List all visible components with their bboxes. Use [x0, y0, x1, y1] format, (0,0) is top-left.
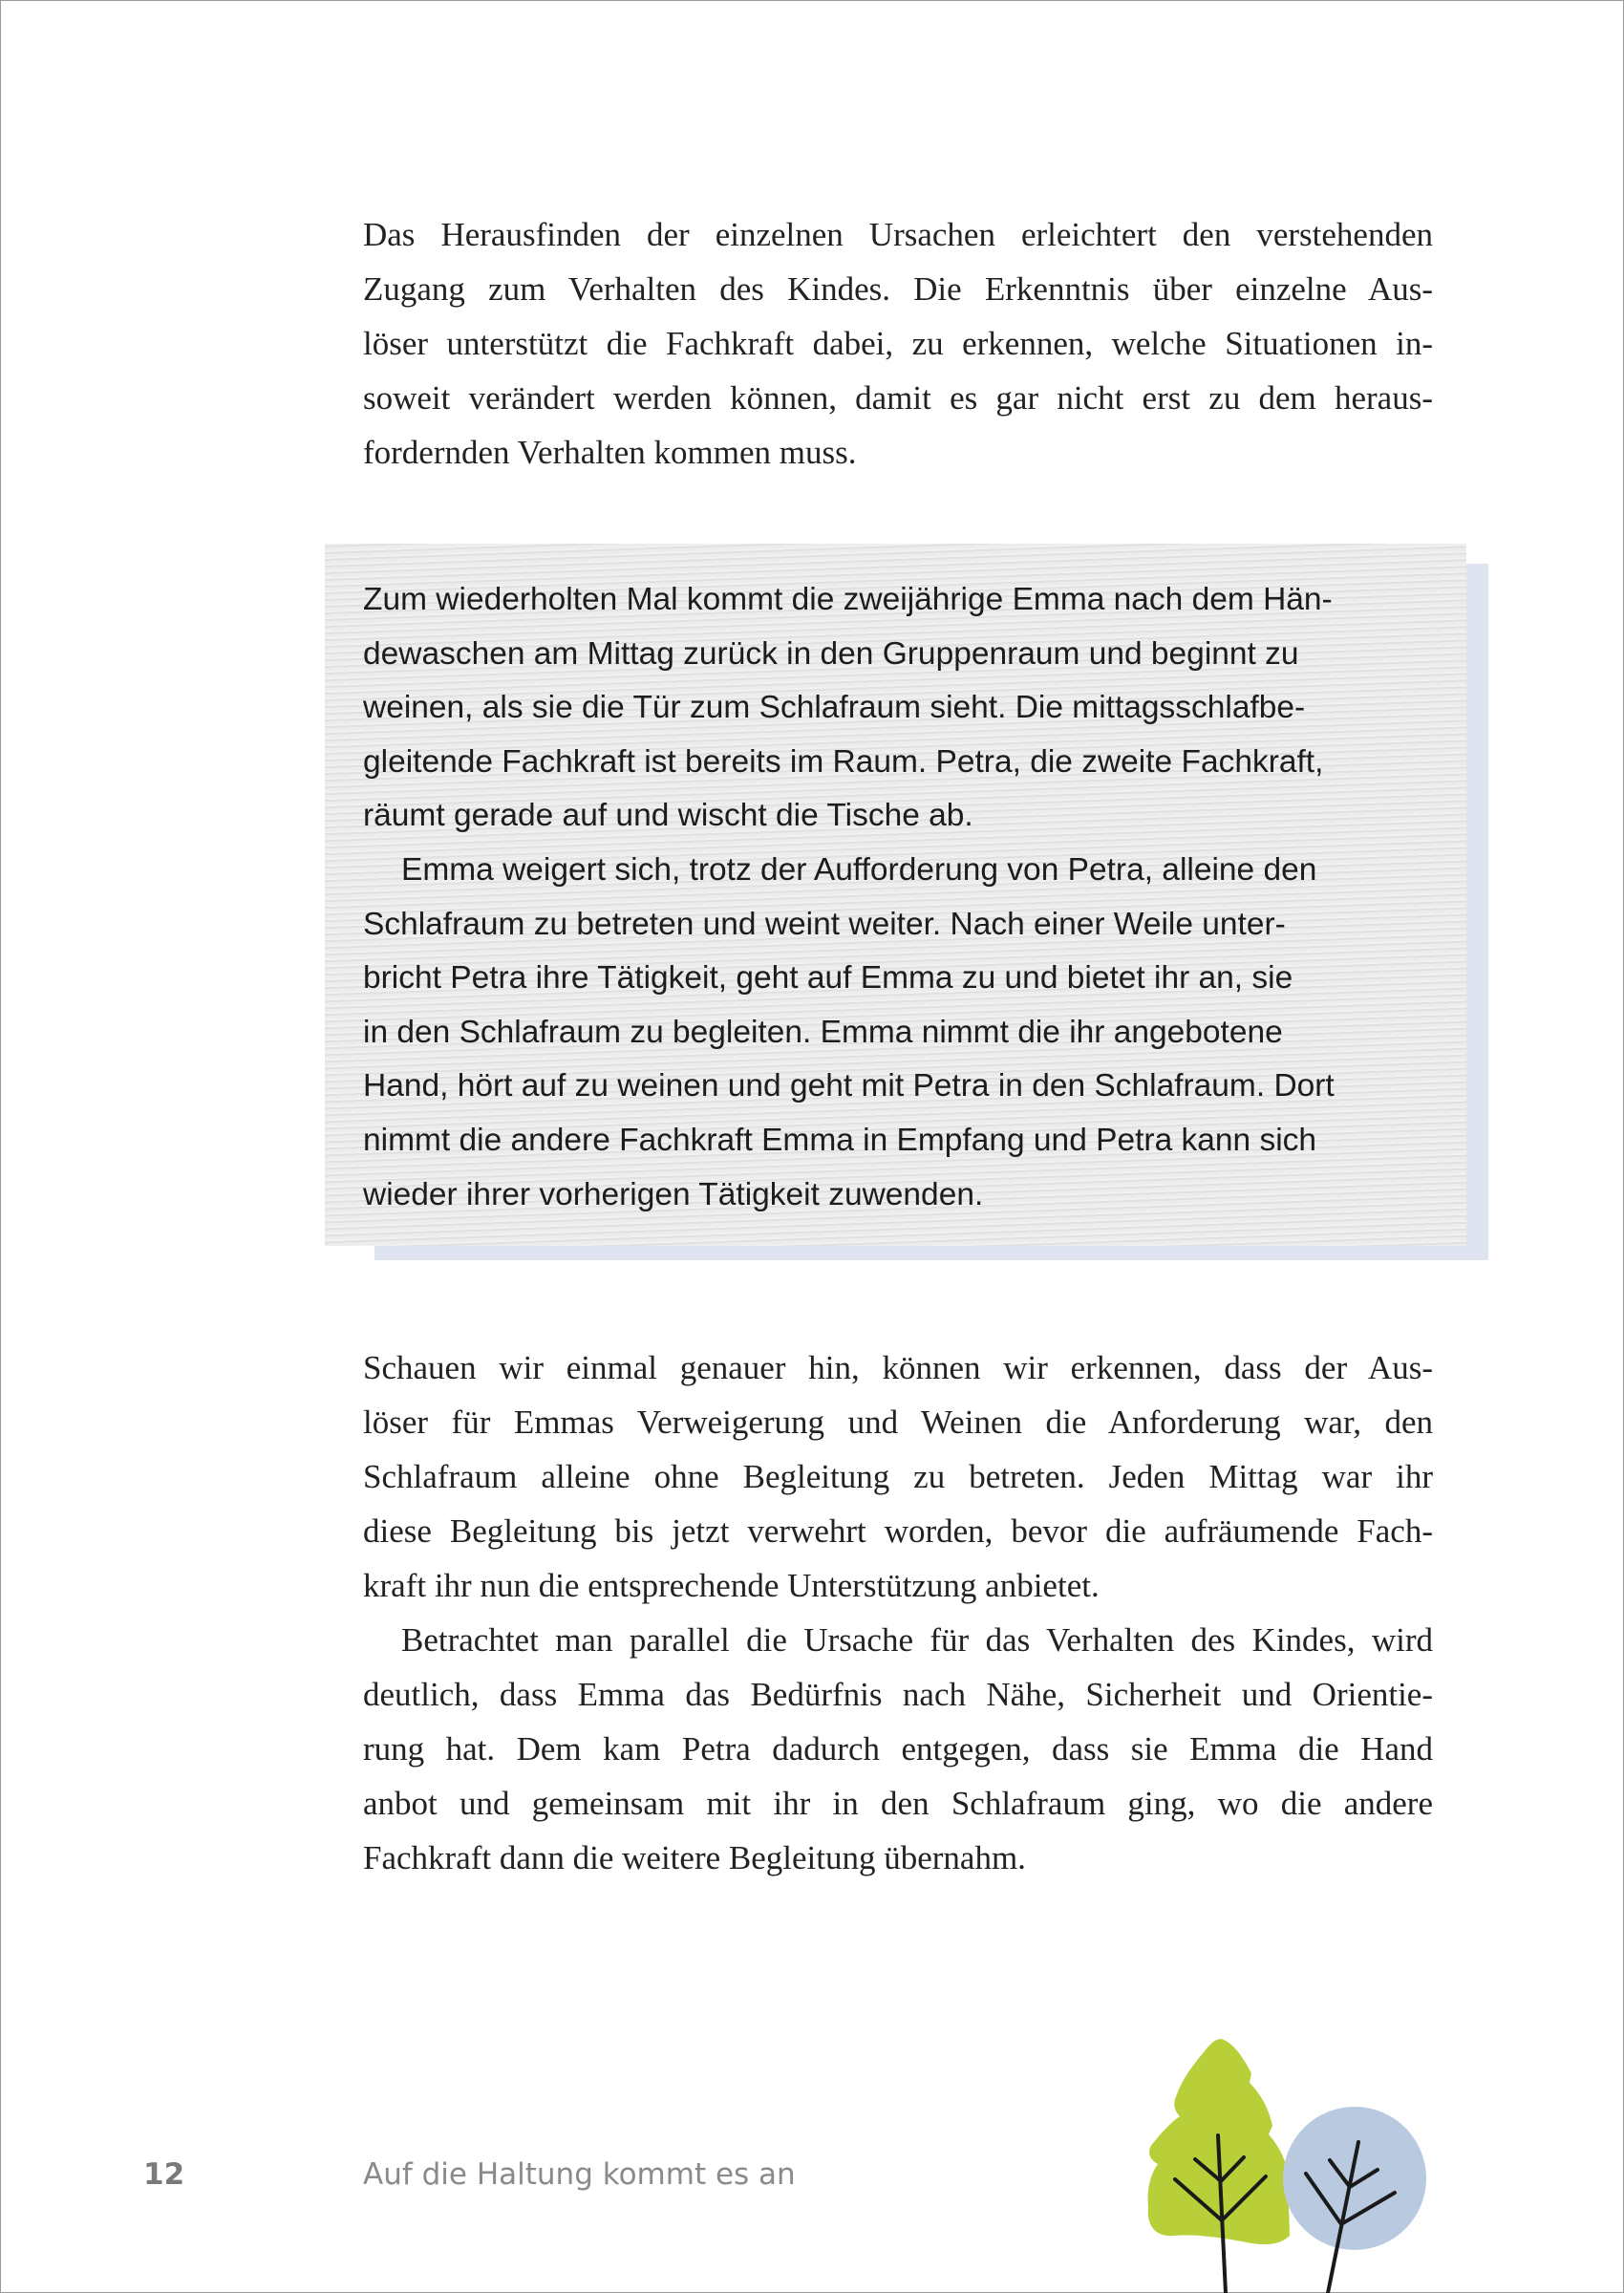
- text-line: Schauen wir einmal genauer hin, können wir erkennen, dass der Aus-: [363, 1349, 1433, 1386]
- box-line: in den Schlafraum zu begleiten. Emma nimmt die ihr angebotene: [363, 1014, 1283, 1050]
- text-line: diese Begleitung bis jetzt verwehrt worden, bevor die aufräumende Fach-: [363, 1512, 1433, 1550]
- box-line: gleitende Fachkraft ist bereits im Raum. Petra, die zweite Fachkraft,: [363, 743, 1324, 780]
- box-line: bricht Petra ihre Tätigkeit, geht auf Emma zu und bietet ihr an, sie: [363, 960, 1293, 996]
- text-line: Fachkraft dann die weitere Begleitung übernahm.: [363, 1839, 1026, 1876]
- paragraph-analysis: [363, 1340, 1433, 1885]
- box-line: dewaschen am Mittag zurück in den Gruppenraum und beginnt zu: [363, 635, 1299, 672]
- blue-tree-crown: [1283, 2107, 1426, 2250]
- text-line: Betrachtet man parallel die Ursache für das Verhalten des Kindes, wird: [401, 1621, 1433, 1659]
- text-line: fordernden Verhalten kommen muss.: [363, 434, 857, 471]
- text-line: kraft ihr nun die entsprechende Unterstützung anbietet.: [363, 1567, 1100, 1604]
- paragraph-intro: [363, 207, 1433, 480]
- running-title: Auf die Haltung kommt es an: [363, 2157, 796, 2192]
- box-line: weinen, als sie die Tür zum Schlafraum sieht. Die mittagsschlafbe-: [363, 690, 1306, 726]
- box-line: wieder ihrer vorherigen Tätigkeit zuwenden.: [363, 1176, 984, 1212]
- page-number: 12: [143, 2157, 185, 2192]
- text-line: anbot und gemeinsam mit ihr in den Schlafraum ging, wo die andere: [363, 1785, 1433, 1822]
- box-line: Zum wiederholten Mal kommt die zweijährige Emma nach dem Hän-: [363, 582, 1333, 617]
- text-line: Zugang zum Verhalten des Kindes. Die Erkenntnis über einzelne Aus-: [363, 270, 1433, 308]
- trees-icon: [1099, 2006, 1481, 2293]
- box-line: Schlafraum zu betreten und weint weiter. Nach einer Weile unter-: [363, 906, 1286, 942]
- box-line: Emma weigert sich, trotz der Aufforderung von Petra, alleine den: [401, 851, 1317, 888]
- box-line: räumt gerade auf und wischt die Tische ab.: [363, 798, 973, 834]
- text-line: löser für Emmas Verweigerung und Weinen die Anforderung war, den: [363, 1404, 1433, 1441]
- text-line: rung hat. Dem kam Petra dadurch entgegen, dass sie Emma die Hand: [363, 1730, 1433, 1768]
- text-line: soweit verändert werden können, damit es gar nicht erst zu dem heraus-: [363, 379, 1433, 417]
- box-line: nimmt die andere Fachkraft Emma in Empfang und Petra kann sich: [363, 1122, 1317, 1158]
- example-box: [325, 544, 1466, 1246]
- text-line: Schlafraum alleine ohne Begleitung zu betreten. Jeden Mittag war ihr: [363, 1458, 1433, 1495]
- text-line: Das Herausfinden der einzelnen Ursachen erleichtert den verstehenden: [363, 216, 1433, 253]
- text-line: löser unterstützt die Fachkraft dabei, zu erkennen, welche Situationen in-: [363, 325, 1433, 362]
- box-line: Hand, hört auf zu weinen und geht mit Petra in den Schlafraum. Dort: [363, 1068, 1335, 1104]
- text-line: deutlich, dass Emma das Bedürfnis nach Nähe, Sicherheit und Orientie-: [363, 1676, 1433, 1713]
